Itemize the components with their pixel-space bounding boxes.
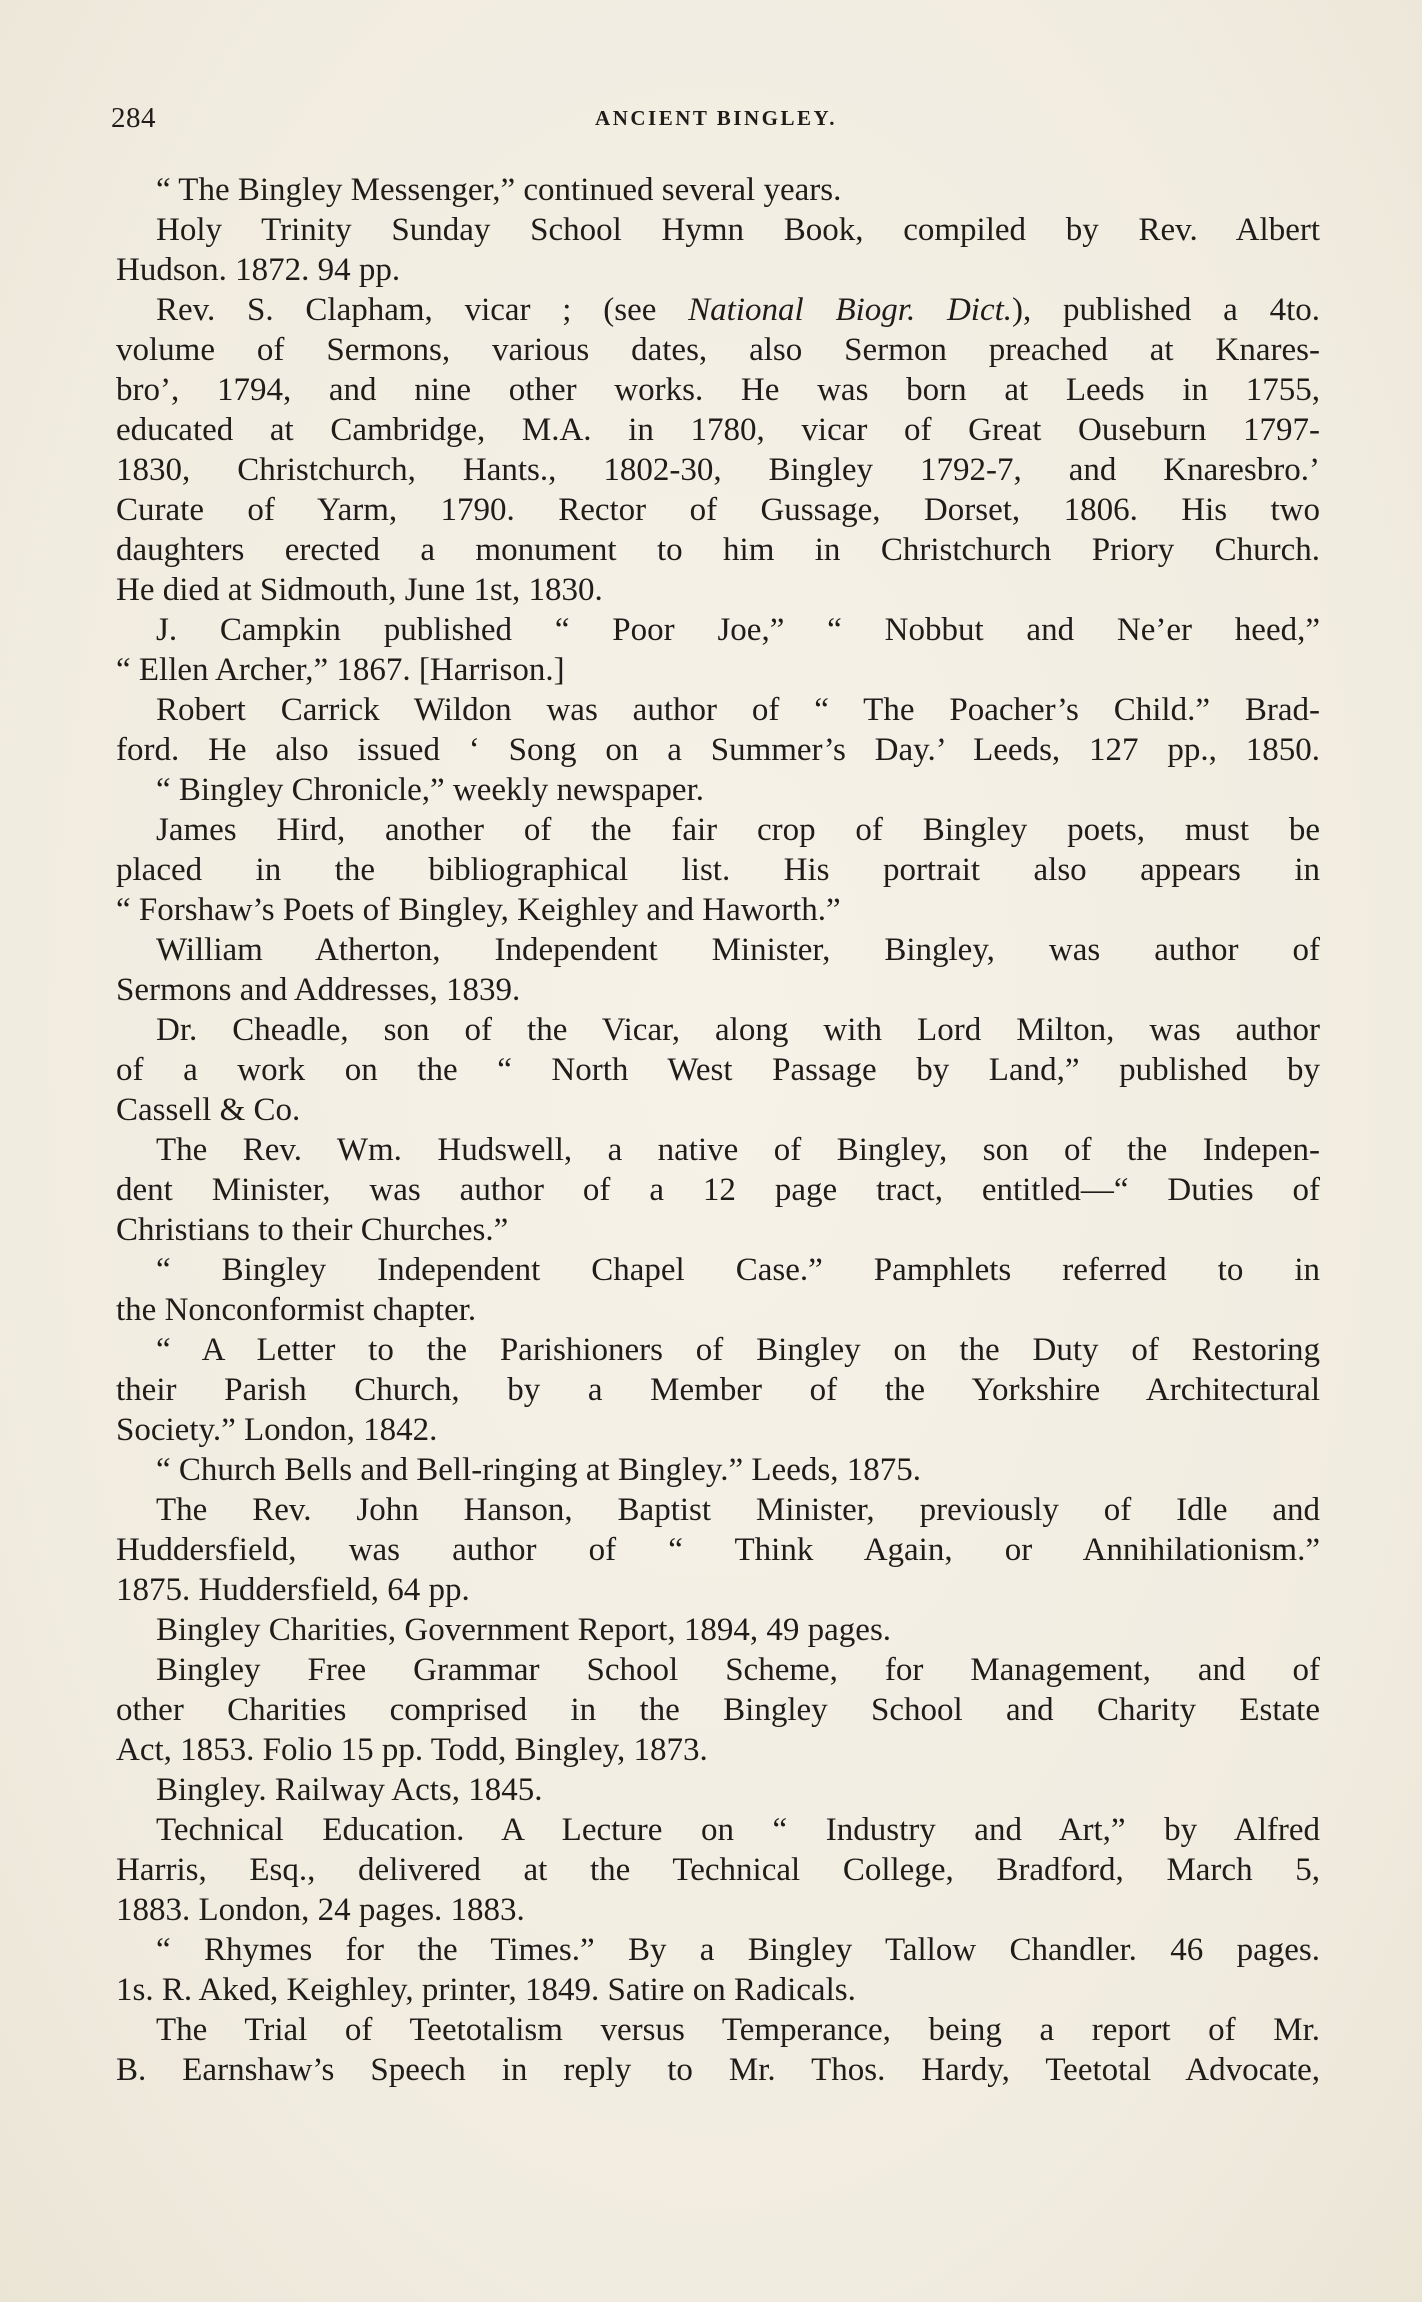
text-line: B. Earnshaw’s Speech in reply to Mr. Thos. Hardy, Teetotal Advocate, [116,2052,1320,2088]
text-line: “ Rhymes for the Times.” By a Bingley Tallow Chandler. 46 pages. [156,1932,1320,1968]
text-line: Dr. Cheadle, son of the Vicar, along with Lord Milton, was author [156,1012,1320,1048]
body-text [116,170,1320,2090]
italic-reference: National Biogr. Dict. [688,292,1013,328]
text-line: placed in the bibliographical list. His portrait also appears in [116,852,1320,888]
text-line: J. Campkin published “ Poor Joe,” “ Nobbut and Ne’er heed,” [156,612,1320,648]
text-line: Bingley Charities, Government Report, 1894, 49 pages. [156,1612,892,1648]
text-segment: Rev. S. Clapham, vicar ; (see [156,292,689,328]
text-line: educated at Cambridge, M.A. in 1780, vicar of Great Ouseburn 1797- [116,412,1320,448]
text-line: other Charities comprised in the Bingley School and Charity Estate [116,1692,1320,1728]
text-line: Society.” London, 1842. [116,1412,438,1448]
text-line: ford. He also issued ‘ Song on a Summer’s Day.’ Leeds, 127 pp., 1850. [116,732,1320,768]
text-line: Curate of Yarm, 1790. Rector of Gussage, Dorset, 1806. His two [116,492,1320,528]
text-line [116,290,1320,330]
page-number: 284 [111,102,156,134]
text-line: 1883. London, 24 pages. 1883. [116,1892,525,1928]
text-line: dent Minister, was author of a 12 page tract, entitled—“ Duties of [116,1172,1320,1208]
text-line: The Trial of Teetotalism versus Temperance, being a report of Mr. [156,2012,1320,2048]
running-head [111,102,1321,142]
text-line: volume of Sermons, various dates, also Sermon preached at Knares- [116,332,1320,368]
text-line: their Parish Church, by a Member of the Yorkshire Architectural [116,1372,1320,1408]
text-line: Sermons and Addresses, 1839. [116,972,521,1008]
text-line: Hudson. 1872. 94 pp. [116,252,401,288]
running-title: ANCIENT BINGLEY. [595,106,837,130]
text-line: Harris, Esq., delivered at the Technical College, Bradford, March 5, [116,1852,1320,1888]
text-segment: ), published a 4to. [1012,292,1320,328]
text-line: “ Forshaw’s Poets of Bingley, Keighley and Haworth.” [116,892,841,928]
text-line: Holy Trinity Sunday School Hymn Book, compiled by Rev. Albert [156,212,1320,248]
text-line: daughters erected a monument to him in Christchurch Priory Church. [116,532,1320,568]
text-line: James Hird, another of the fair crop of Bingley poets, must be [156,812,1320,848]
text-line: 1s. R. Aked, Keighley, printer, 1849. Satire on Radicals. [116,1972,856,2008]
text-line: Huddersfield, was author of “ Think Again, or Annihilationism.” [116,1532,1320,1568]
text-line: the Nonconformist chapter. [116,1292,477,1328]
text-line: He died at Sidmouth, June 1st, 1830. [116,572,603,608]
text-line: of a work on the “ North West Passage by Land,” published by [116,1052,1320,1088]
text-line: The Rev. Wm. Hudswell, a native of Bingley, son of the Indepen- [156,1132,1320,1168]
text-line: Technical Education. A Lecture on “ Industry and Art,” by Alfred [156,1812,1320,1848]
text-line: “ Church Bells and Bell-ringing at Bingley.” Leeds, 1875. [156,1452,921,1488]
text-line: Robert Carrick Wildon was author of “ The Poacher’s Child.” Brad- [156,692,1320,728]
text-line: Bingley. Railway Acts, 1845. [156,1772,543,1808]
text-line: “ Ellen Archer,” 1867. [Harrison.] [116,652,565,688]
text-line: “ The Bingley Messenger,” continued several years. [156,172,842,208]
text-line: William Atherton, Independent Minister, Bingley, was author of [156,932,1320,968]
text-line: The Rev. John Hanson, Baptist Minister, previously of Idle and [156,1492,1320,1528]
text-line: bro’, 1794, and nine other works. He was born at Leeds in 1755, [116,372,1320,408]
text-line: Bingley Free Grammar School Scheme, for Management, and of [156,1652,1320,1688]
text-line: “ A Letter to the Parishioners of Bingley on the Duty of Restoring [156,1332,1320,1368]
text-line: 1875. Huddersfield, 64 pp. [116,1572,470,1608]
text-line: Act, 1853. Folio 15 pp. Todd, Bingley, 1873. [116,1732,708,1768]
text-line: Cassell & Co. [116,1092,301,1128]
text-line: “ Bingley Chronicle,” weekly newspaper. [156,772,704,808]
text-line: “ Bingley Independent Chapel Case.” Pamphlets referred to in [156,1252,1320,1288]
text-line: Christians to their Churches.” [116,1212,509,1248]
text-line: 1830, Christchurch, Hants., 1802-30, Bingley 1792-7, and Knaresbro.’ [116,452,1320,488]
